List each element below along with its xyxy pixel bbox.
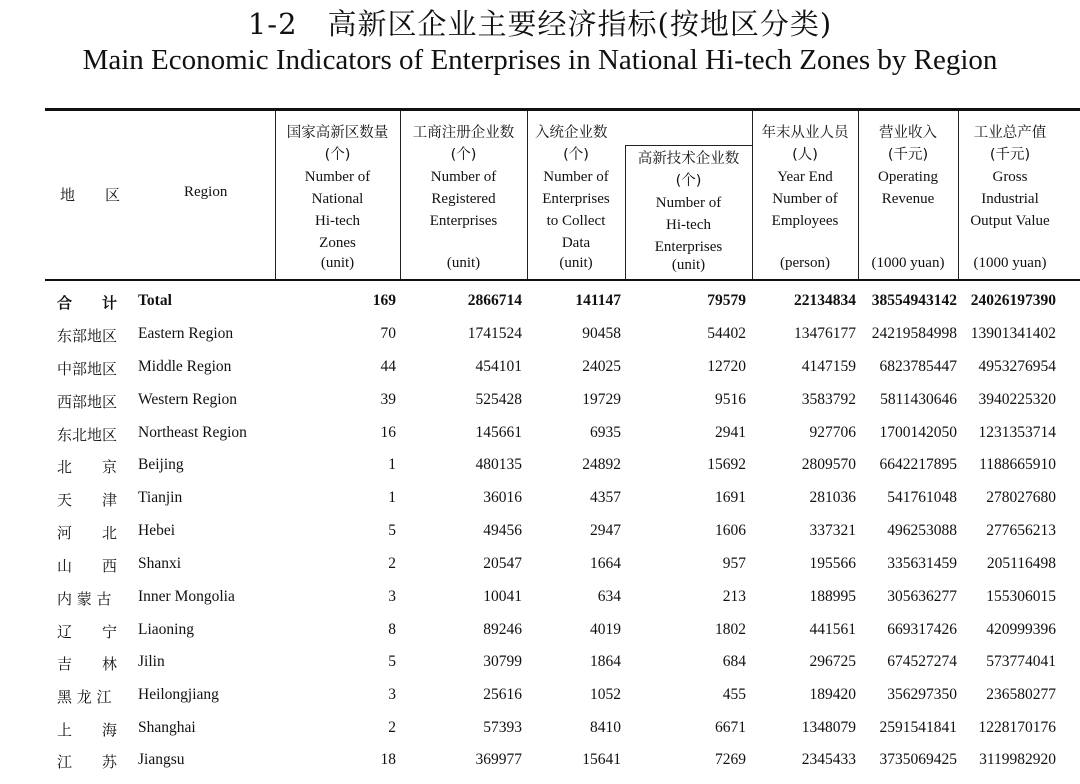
cell-revenue: 669317426 xyxy=(887,621,957,638)
cell-hitech: 213 xyxy=(722,588,746,605)
cell-employees: 2345433 xyxy=(801,751,856,768)
cell-hitech: 79579 xyxy=(707,292,746,309)
column-header-cn-unit: (个) xyxy=(450,147,477,163)
region-name-cn: 西部地区 xyxy=(57,393,118,411)
column-header-en: Revenue xyxy=(881,191,935,207)
region-name-en: Western Region xyxy=(138,391,238,408)
cell-zones: 5 xyxy=(388,522,396,539)
cell-hitech: 9516 xyxy=(715,391,746,408)
cell-zones: 169 xyxy=(372,292,396,309)
table-row xyxy=(0,621,1080,654)
cell-registered: 145661 xyxy=(475,424,522,441)
top-rule xyxy=(45,108,1080,111)
cell-collected: 4019 xyxy=(590,621,621,638)
cell-revenue: 38554943142 xyxy=(871,292,957,309)
region-name-cn: 天 津 xyxy=(57,491,118,509)
table-row xyxy=(0,719,1080,752)
column-header-en: Enterprises xyxy=(654,239,723,255)
cell-employees: 195566 xyxy=(809,555,856,572)
cell-employees: 927706 xyxy=(809,424,856,441)
cell-revenue: 674527274 xyxy=(887,653,957,670)
cell-registered: 10041 xyxy=(483,588,522,605)
column-header-en: Industrial xyxy=(981,191,1039,207)
column-header-cn-unit: (个) xyxy=(675,173,702,189)
table-row xyxy=(0,325,1080,358)
cell-collected: 15641 xyxy=(582,751,621,768)
column-header-cn: 年末从业人员 xyxy=(761,125,849,141)
cell-hitech: 684 xyxy=(722,653,746,670)
cell-hitech: 455 xyxy=(722,686,746,703)
cell-revenue: 3735069425 xyxy=(879,751,957,768)
column-header-unit: (unit) xyxy=(446,255,481,271)
cell-employees: 188995 xyxy=(809,588,856,605)
cell-hitech: 2941 xyxy=(715,424,746,441)
cell-output: 3940225320 xyxy=(978,391,1056,408)
cell-hitech: 15692 xyxy=(707,456,746,473)
cell-employees: 4147159 xyxy=(801,358,856,375)
table-row xyxy=(0,456,1080,489)
table-title-chinese: 1-2 高新区企业主要经济指标(按地区分类) xyxy=(247,7,833,41)
column-header-en: Number of xyxy=(430,169,497,185)
column-header-en: Employees xyxy=(771,213,839,229)
cell-output: 277656213 xyxy=(986,522,1056,539)
region-header-english: Region xyxy=(184,184,228,200)
cell-registered: 49456 xyxy=(483,522,522,539)
cell-collected: 2947 xyxy=(590,522,621,539)
region-name-cn: 东部地区 xyxy=(57,327,118,345)
cell-zones: 18 xyxy=(380,751,396,768)
table-row xyxy=(0,358,1080,391)
table-row xyxy=(0,555,1080,588)
cell-collected: 1052 xyxy=(590,686,621,703)
cell-zones: 5 xyxy=(388,653,396,670)
cell-employees: 441561 xyxy=(809,621,856,638)
region-name-cn: 辽 宁 xyxy=(57,623,118,641)
column-header-cn-unit: (千元) xyxy=(989,147,1031,163)
region-name-en: Tianjin xyxy=(138,489,183,506)
subheader-rule xyxy=(625,145,752,146)
column-header-unit: (1000 yuan) xyxy=(871,255,945,271)
table-row xyxy=(0,424,1080,457)
column-header-cn: 工业总产值 xyxy=(973,125,1047,141)
region-name-en: Total xyxy=(138,292,172,309)
cell-registered: 36016 xyxy=(483,489,522,506)
cell-collected: 1664 xyxy=(590,555,621,572)
cell-employees: 2809570 xyxy=(801,456,856,473)
column-header-unit: (unit) xyxy=(671,257,706,273)
cell-output: 1188665910 xyxy=(979,456,1056,473)
column-header-cn: 营业收入 xyxy=(879,125,937,141)
cell-registered: 20547 xyxy=(483,555,522,572)
cell-collected: 24892 xyxy=(582,456,621,473)
table-row xyxy=(0,588,1080,621)
cell-hitech: 1606 xyxy=(715,522,746,539)
cell-output: 24026197390 xyxy=(970,292,1056,309)
cell-employees: 22134834 xyxy=(794,292,856,309)
table-row-total xyxy=(0,292,1080,325)
cell-registered: 89246 xyxy=(483,621,522,638)
cell-revenue: 356297350 xyxy=(887,686,957,703)
region-name-cn: 河 北 xyxy=(57,524,118,542)
table-row xyxy=(0,751,1080,784)
column-header-en: Enterprises xyxy=(542,191,610,207)
column-header-output xyxy=(958,122,1062,274)
cell-registered: 25616 xyxy=(483,686,522,703)
region-name-cn: 上 海 xyxy=(57,721,118,739)
cell-zones: 3 xyxy=(388,588,396,605)
column-header-en: National xyxy=(311,191,364,207)
cell-employees: 296725 xyxy=(809,653,856,670)
column-header-unit: (unit) xyxy=(320,255,355,271)
cell-collected: 634 xyxy=(597,588,621,605)
region-name-en: Jiangsu xyxy=(138,751,185,768)
cell-output: 4953276954 xyxy=(978,358,1056,375)
region-name-en: Heilongjiang xyxy=(138,686,219,703)
column-header-cn: 国家高新区数量 xyxy=(286,125,389,141)
cell-registered: 1741524 xyxy=(467,325,522,342)
region-name-cn: 江 苏 xyxy=(57,753,118,771)
column-header-en: Enterprises xyxy=(429,213,498,229)
table-row xyxy=(0,686,1080,719)
cell-hitech: 54402 xyxy=(707,325,746,342)
cell-registered: 57393 xyxy=(483,719,522,736)
column-header-collected xyxy=(527,122,625,274)
region-name-cn: 北 京 xyxy=(57,458,118,476)
cell-collected: 1864 xyxy=(590,653,621,670)
column-header-en: to Collect xyxy=(546,213,606,229)
column-header-en: Gross xyxy=(992,169,1028,185)
table-row xyxy=(0,522,1080,555)
column-header-cn-unit: (个) xyxy=(563,147,589,163)
column-header-en: Number of xyxy=(304,169,371,185)
cell-collected: 6935 xyxy=(590,424,621,441)
cell-output: 13901341402 xyxy=(970,325,1056,342)
region-name-en: Beijing xyxy=(138,456,184,473)
cell-employees: 3583792 xyxy=(801,391,856,408)
table-row xyxy=(0,391,1080,424)
column-header-cn: 工商注册企业数 xyxy=(412,125,515,141)
column-header-cn-unit: (人) xyxy=(792,147,818,163)
cell-collected: 19729 xyxy=(582,391,621,408)
cell-output: 420999396 xyxy=(986,621,1056,638)
region-name-en: Shanxi xyxy=(138,555,182,572)
column-header-en: Number of xyxy=(543,169,609,185)
column-header-en: Hi-tech xyxy=(315,213,360,229)
cell-employees: 13476177 xyxy=(794,325,856,342)
cell-hitech: 957 xyxy=(722,555,746,572)
region-name-cn: 内 蒙 古 xyxy=(57,590,112,608)
cell-revenue: 305636277 xyxy=(887,588,957,605)
cell-employees: 281036 xyxy=(809,489,856,506)
column-header-unit: (unit) xyxy=(559,255,593,271)
column-header-en: Number of xyxy=(772,191,838,207)
cell-zones: 2 xyxy=(388,555,396,572)
cell-collected: 8410 xyxy=(590,719,621,736)
region-header-chinese: 地 区 xyxy=(60,186,121,204)
cell-registered: 480135 xyxy=(475,456,522,473)
region-name-en: Liaoning xyxy=(138,621,194,638)
cell-collected: 24025 xyxy=(582,358,621,375)
cell-revenue: 496253088 xyxy=(887,522,957,539)
column-header-unit: (person) xyxy=(780,255,830,271)
region-name-en: Middle Region xyxy=(138,358,232,375)
region-name-cn: 东北地区 xyxy=(57,426,118,444)
header-bottom-rule xyxy=(45,279,1080,281)
table-row xyxy=(0,653,1080,686)
cell-collected: 4357 xyxy=(590,489,621,506)
cell-output: 1228170176 xyxy=(978,719,1056,736)
cell-hitech: 1802 xyxy=(715,621,746,638)
cell-registered: 525428 xyxy=(475,391,522,408)
cell-zones: 2 xyxy=(388,719,396,736)
column-header-en: Year End xyxy=(777,169,833,185)
cell-collected: 90458 xyxy=(582,325,621,342)
cell-output: 236580277 xyxy=(986,686,1056,703)
column-header-en: Data xyxy=(561,235,591,251)
region-name-cn: 合 计 xyxy=(57,294,118,312)
cell-revenue: 2591541841 xyxy=(879,719,957,736)
cell-revenue: 6823785447 xyxy=(879,358,957,375)
region-name-en: Eastern Region xyxy=(138,325,234,342)
column-header-en: Hi-tech xyxy=(666,217,711,233)
cell-revenue: 5811430646 xyxy=(880,391,957,408)
cell-zones: 44 xyxy=(380,358,396,375)
cell-revenue: 541761048 xyxy=(887,489,957,506)
cell-zones: 1 xyxy=(388,489,396,506)
cell-registered: 454101 xyxy=(475,358,522,375)
cell-revenue: 24219584998 xyxy=(871,325,957,342)
column-header-en: Zones xyxy=(319,235,356,251)
region-name-cn: 吉 林 xyxy=(57,655,118,673)
cell-employees: 1348079 xyxy=(801,719,856,736)
cell-revenue: 335631459 xyxy=(887,555,957,572)
column-header-registered xyxy=(400,122,527,274)
cell-hitech: 12720 xyxy=(707,358,746,375)
column-header-cn: 高新技术企业数 xyxy=(637,151,740,167)
column-header-revenue xyxy=(858,122,958,274)
table-title-english: Main Economic Indicators of Enterprises in National Hi-tech Zones by Region xyxy=(82,44,998,76)
cell-hitech: 1691 xyxy=(715,489,746,506)
column-header-cn-unit: (个) xyxy=(324,147,351,163)
cell-output: 278027680 xyxy=(986,489,1056,506)
column-header-en: Operating xyxy=(878,169,938,185)
column-header-employees xyxy=(752,122,858,274)
cell-collected: 141147 xyxy=(575,292,621,309)
cell-hitech: 6671 xyxy=(715,719,746,736)
cell-employees: 337321 xyxy=(809,522,856,539)
column-header-en: Output Value xyxy=(970,213,1050,229)
cell-output: 1231353714 xyxy=(978,424,1056,441)
cell-revenue: 6642217895 xyxy=(879,456,957,473)
region-name-cn: 黑 龙 江 xyxy=(57,688,112,706)
cell-employees: 189420 xyxy=(809,686,856,703)
cell-zones: 8 xyxy=(388,621,396,638)
cell-output: 3119982920 xyxy=(979,751,1056,768)
column-header-unit: (1000 yuan) xyxy=(973,255,1047,271)
column-header-en: Number of xyxy=(655,195,722,211)
cell-zones: 39 xyxy=(380,391,396,408)
region-name-en: Shanghai xyxy=(138,719,196,736)
table-row xyxy=(0,489,1080,522)
cell-registered: 2866714 xyxy=(467,292,522,309)
region-name-en: Jilin xyxy=(138,653,165,670)
cell-registered: 369977 xyxy=(475,751,522,768)
cell-zones: 1 xyxy=(388,456,396,473)
region-name-cn: 中部地区 xyxy=(57,360,118,378)
cell-output: 205116498 xyxy=(986,555,1056,572)
column-header-cn-unit: (千元) xyxy=(887,147,929,163)
cell-registered: 30799 xyxy=(483,653,522,670)
cell-output: 573774041 xyxy=(986,653,1056,670)
cell-output: 155306015 xyxy=(986,588,1056,605)
cell-revenue: 1700142050 xyxy=(879,424,957,441)
column-header-zones xyxy=(275,122,400,274)
cell-zones: 70 xyxy=(380,325,396,342)
region-name-en: Inner Mongolia xyxy=(138,588,235,605)
region-name-en: Hebei xyxy=(138,522,176,539)
column-header-en: Registered xyxy=(431,191,496,207)
cell-hitech: 7269 xyxy=(715,751,746,768)
region-name-en: Northeast Region xyxy=(138,424,247,441)
column-header-cn: 入统企业数 xyxy=(535,125,608,141)
column-header-hitech xyxy=(625,148,752,276)
cell-zones: 3 xyxy=(388,686,396,703)
cell-zones: 16 xyxy=(380,424,396,441)
region-name-cn: 山 西 xyxy=(57,557,118,575)
